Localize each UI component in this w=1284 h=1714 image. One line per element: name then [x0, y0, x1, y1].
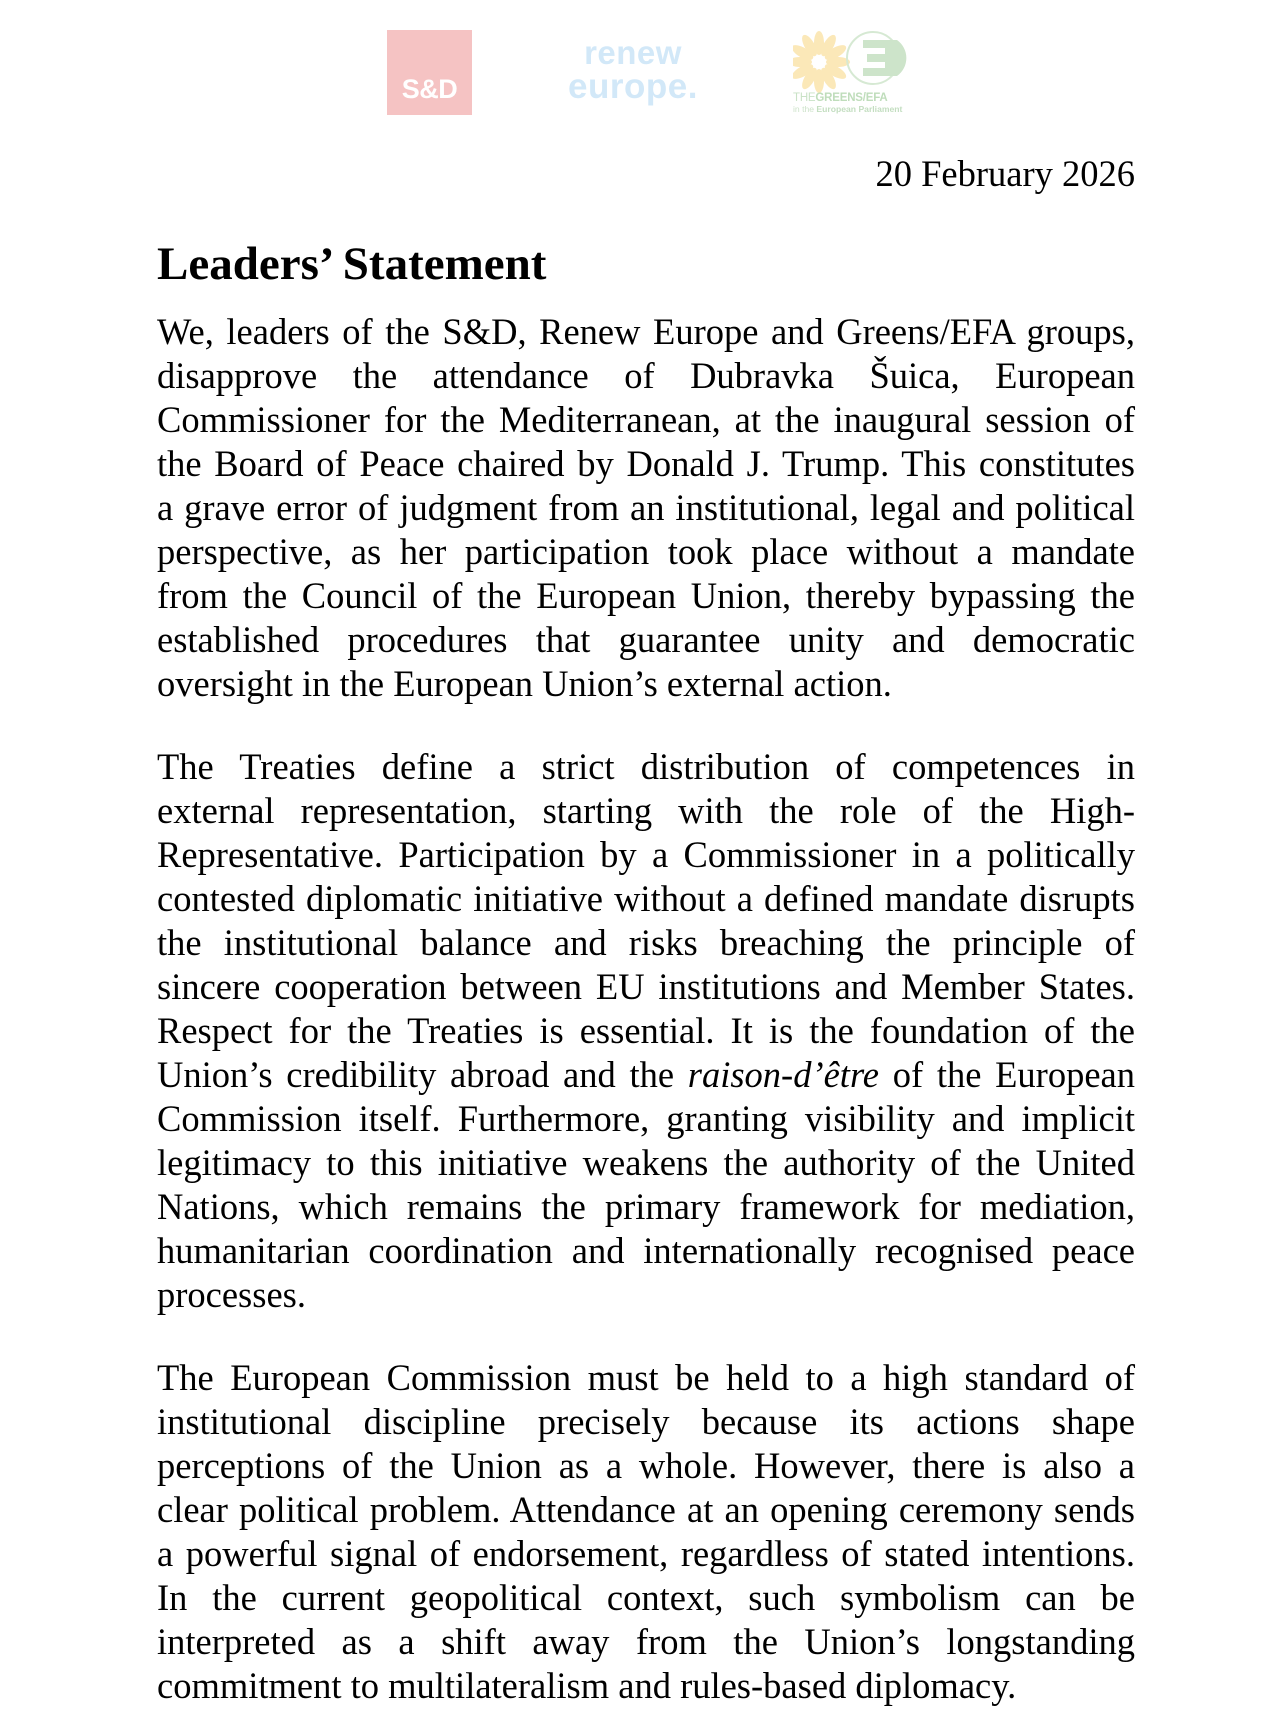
greens-sub-bold: European Parliament: [816, 104, 903, 114]
text-segment: Union’s credibility abroad and the: [157, 1054, 688, 1095]
text-line: contested diplomatic initiative without a defined mandate disrupts: [157, 878, 1135, 919]
renew-logo-line1: renew: [584, 34, 682, 71]
text-line: We, leaders of the S&D, Renew Europe and Greens/EFA groups,: [157, 311, 1135, 352]
greens-logo-subtitle: [793, 104, 902, 114]
text-line: established procedures that guarantee unity and democratic: [157, 619, 1135, 660]
text-line: oversight in the European Union’s external action.: [157, 663, 892, 704]
text-line: a grave error of judgment from an institutional, legal and political: [157, 487, 1135, 528]
text-line: Respect for the Treaties is essential. It is the foundation of the: [157, 1010, 1135, 1051]
text-line: disapprove the attendance of Dubravka Šuica, European: [157, 355, 1135, 396]
text-line: legitimacy to this initiative weakens the authority of the United: [157, 1142, 1135, 1183]
text-line: Nations, which remains the primary framework for mediation,: [157, 1186, 1135, 1227]
italic-term: raison-d’être: [687, 1054, 880, 1095]
greens-sub-light: in the: [793, 104, 817, 114]
paragraph-1: [157, 310, 1135, 706]
sd-logo-text: S&D: [401, 74, 458, 104]
text-line: commitment to multilateralism and rules-based diplomacy.: [157, 1665, 1017, 1706]
greens-name-bold: GREENS/EFA: [815, 92, 888, 104]
statement-date: 20 February 2026: [875, 153, 1135, 194]
text-line: processes.: [157, 1274, 306, 1315]
text-line: sincere cooperation between EU institutions and Member States.: [157, 966, 1135, 1007]
renew-logo-line2: europe.: [568, 67, 698, 106]
text-line: Commissioner for the Mediterranean, at the inaugural session of: [157, 399, 1135, 440]
paragraph-2: [157, 745, 1135, 1317]
text-line: Commission itself. Furthermore, granting visibility and implicit: [157, 1098, 1135, 1139]
text-line: In the current geopolitical context, such symbolism can be: [157, 1577, 1135, 1618]
text-line: a powerful signal of endorsement, regardless of stated intentions.: [157, 1533, 1135, 1574]
sd-logo: [387, 30, 472, 115]
text-line: external representation, starting with the role of the High-: [157, 790, 1135, 831]
statement-body: [157, 310, 1135, 1708]
greens-name-light: THE: [793, 92, 816, 104]
statement-title: Leaders’ Statement: [157, 238, 547, 290]
text-line: interpreted as a shift away from the Union’s longstanding: [157, 1621, 1135, 1662]
greens-logo-name: [793, 92, 888, 104]
greens-efa-logo: [793, 30, 921, 118]
text-line: perceptions of the Union as a whole. However, there is also a: [157, 1445, 1135, 1486]
text-line: humanitarian coordination and internationally recognised peace: [157, 1230, 1135, 1271]
renew-europe-logo: [552, 36, 714, 112]
text-segment: of the European: [879, 1054, 1135, 1095]
text-line: the Board of Peace chaired by Donald J. Trump. This constitutes: [157, 443, 1135, 484]
text-line: The European Commission must be held to a high standard of: [157, 1357, 1135, 1398]
text-line: institutional discipline precisely because its actions shape: [157, 1401, 1135, 1442]
text-line: Representative. Participation by a Commissioner in a politically: [157, 834, 1135, 875]
text-line: The Treaties define a strict distribution of competences in: [157, 746, 1135, 787]
sunflower-e-icon: [793, 30, 921, 94]
text-line: from the Council of the European Union, thereby bypassing the: [157, 575, 1135, 616]
paragraph-3: [157, 1356, 1135, 1708]
text-line: perspective, as her participation took place without a mandate: [157, 531, 1135, 572]
text-line: the institutional balance and risks breaching the principle of: [157, 922, 1135, 963]
text-line-with-italic: [157, 1053, 1135, 1097]
text-line: clear political problem. Attendance at an opening ceremony sends: [157, 1489, 1135, 1530]
